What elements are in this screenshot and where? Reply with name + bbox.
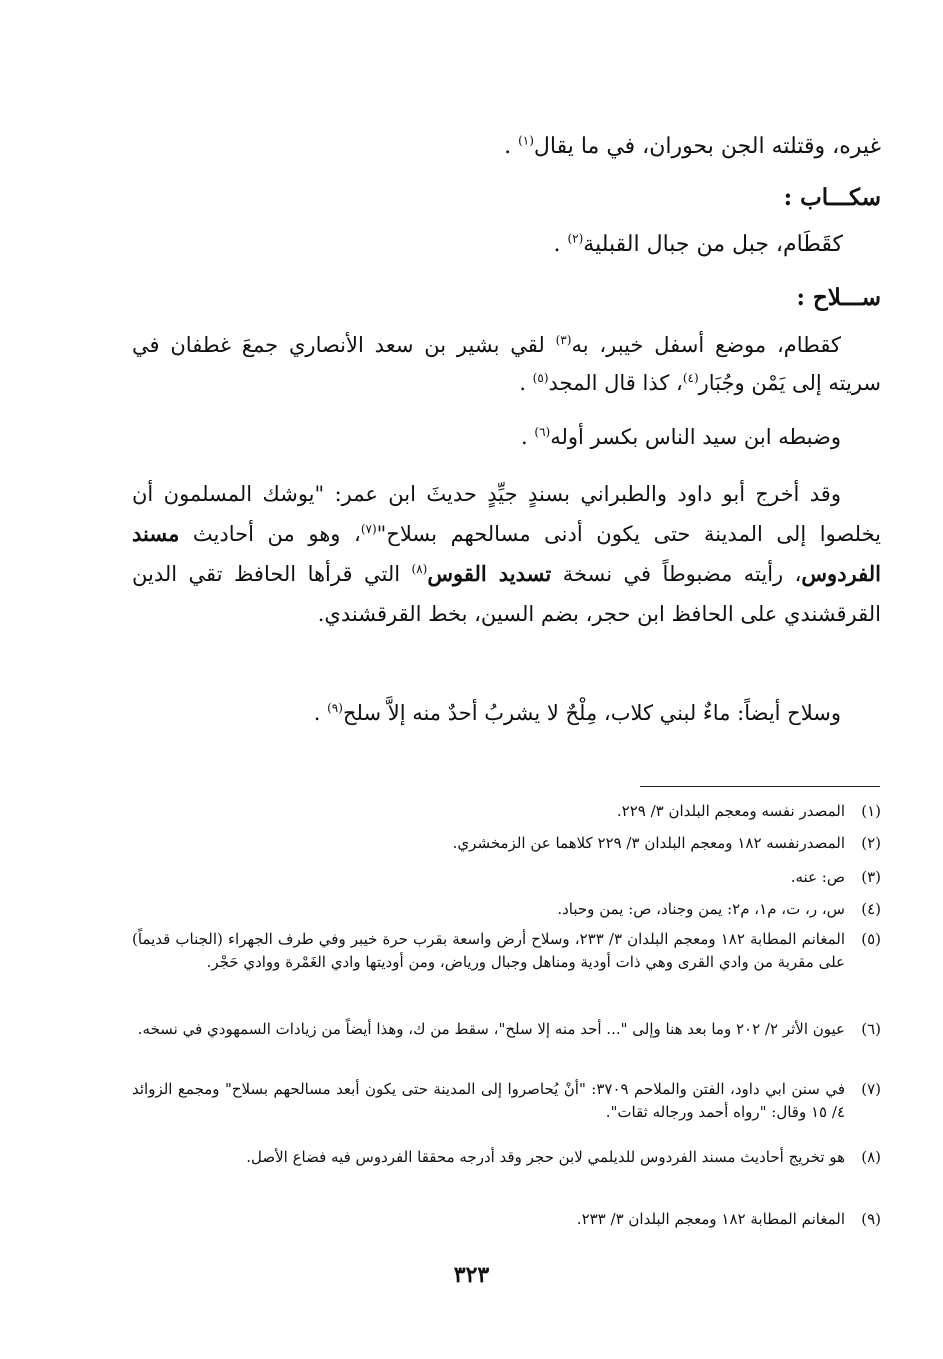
salah-paragraph-4: وسلاح أيضاً: ماءٌ لبني كلاب، مِلْحٌ لا يشربُ أحدٌ منه إلاَّ سلح$^{(٩)}$ . — [313, 701, 841, 725]
text: غيره، وقتلته الجن بحوران، في ما يقال — [533, 134, 881, 159]
text: ، وهو من أحاديث — [179, 522, 361, 546]
footnote-text: المغانم المطابة ١٨٢ ومعجم البلدان ٣/ ٢٣٣، وسلاح أرض واسعة بقرب حرة خيبر وفي طرف الجهراء (الجناب قديماً) على مقربة من وادي القرى وهي ذات أودية ومناهل وجبال ورياض، ومن أوديتها وادي الغَمْرة ووادي حَجْر. — [132, 930, 845, 971]
footnote-ref: (٥) — [532, 371, 549, 385]
book-title: مسند الفردوس — [132, 521, 881, 586]
footnote-text: المصدرنفسه ١٨٢ ومعجم البلدان ٣/ ٢٢٩ كلاهما عن الزمخشري. — [452, 834, 845, 852]
heading-sakab: سكـــاب : — [783, 184, 881, 211]
text: التي قرأها الحافظ تقي الدين القرقشندي على الحافظ ابن حجر، بضم السين، بخط القرقشندي. — [132, 562, 881, 626]
footnote-text: عيون الأثر ٢/ ٢٠٢ وما بعد هنا وإلى "... أحد منه إلا سلح"، سقط من ك، وهذا أيضاً من زيادات السمهودي في نسخه. — [137, 1020, 845, 1038]
text: كقطام، موضع أسفل خيبر، به — [571, 333, 841, 357]
footnote-number: (٧) — [861, 1080, 881, 1098]
footnote-8 — [132, 1146, 881, 1169]
text: وقد أخرج أبو داود والطبراني بسندٍ جيِّدٍ حديثَ ابن عمر: "يوشك المسلمون أن يخلصوا إلى المدينة حتى يكون أدنى مسالحهم بسلاح" — [132, 482, 881, 546]
footnote-text: في سنن ابي داود، الفتن والملاحم ٣٧٠٩: "أنْ يُحاصروا إلى المدينة حتى يكون أبعد مسالحهم بسلاح" ومجمع الزوائد ٤/ ١٥ وقال: "رواه أحمد ورجاله ثقات". — [132, 1080, 845, 1121]
footnote-3 — [132, 866, 881, 889]
footnote-ref: (١) — [518, 133, 534, 148]
footnote-ref: (٩) — [327, 701, 343, 715]
footnote-6 — [132, 1018, 881, 1041]
book-title: تسديد القوس — [427, 561, 552, 586]
footnote-ref: (٤) — [682, 371, 699, 385]
footnote-1 — [132, 800, 881, 823]
footnote-number: (٣) — [861, 868, 881, 886]
footnote-text: المصدر نفسه ومعجم البلدان ٣/ ٢٢٩. — [616, 802, 845, 820]
text: لقي بشير بن سعد الأنصاري جمعَ غطفان في سريته إلى يَمْن وجُبَار — [132, 333, 881, 395]
footnote-5 — [132, 928, 881, 974]
footnote-number: (١) — [861, 802, 881, 820]
text: ، كذا قال المجد — [548, 371, 683, 395]
salah-paragraph-3 — [132, 474, 881, 634]
text: وسلاح أيضاً: ماءٌ لبني كلاب، مِلْحٌ لا يشربُ أحدٌ منه إلاَّ سلح — [342, 701, 841, 725]
page-number: ٣٢٣ — [453, 1262, 490, 1288]
heading-salah: ســـلاح : — [796, 284, 881, 311]
salah-paragraph-2: وضبطه ابن سيد الناس بكسر أوله$^{(٦)}$ . — [521, 425, 841, 449]
footnote-number: (٦) — [861, 1020, 881, 1038]
footnote-2 — [132, 832, 881, 855]
footnote-number: (٤) — [861, 900, 881, 918]
footnote-ref: (٨) — [411, 562, 428, 576]
text: ، رأيته مضبوطاً في نسخة — [551, 562, 802, 586]
text: وضبطه ابن سيد الناس بكسر أوله — [550, 425, 841, 449]
footnote-text: ص: عنه. — [790, 868, 845, 886]
text-line-continuation: غيره، وقتلته الجن بحوران، في ما يقال$^{(١)}$ . — [504, 133, 881, 159]
salah-paragraph-1: كقطام، موضع أسفل خيبر، به$^{(٣)}$ لقي بشير بن سعد الأنصاري جمعَ غطفان في سريته إلى يَمْن وجُبَار$^{(٤)}$، كذا قال المجد$^{(٥)}$ . — [132, 333, 881, 395]
footnote-ref: (٦) — [534, 425, 551, 439]
footnote-4 — [132, 898, 881, 921]
footnote-number: (٥) — [861, 930, 881, 948]
footnote-number: (٨) — [861, 1148, 881, 1166]
footnote-text: المغانم المطابة ١٨٢ ومعجم البلدان ٣/ ٢٣٣. — [576, 1210, 845, 1228]
footnote-divider — [640, 786, 880, 787]
footnote-text: س، ر، ت، م١، م٢: يمن وجناد، ص: يمن وحباد. — [557, 900, 845, 918]
footnote-ref: (٣) — [555, 333, 572, 347]
text: كقَطَام، جبل من جبال القبلية — [583, 232, 843, 257]
footnote-9 — [132, 1208, 881, 1231]
footnote-ref: (٢) — [567, 231, 584, 246]
footnote-text: هو تخريج أحاديث مسند الفردوس للديلمي لابن حجر وقد أدرجه محققا الفردوس فيه فضاع الأصل. — [246, 1148, 845, 1166]
footnote-7 — [132, 1078, 881, 1124]
footnote-ref: (٧) — [360, 522, 377, 536]
footnote-number: (٢) — [861, 834, 881, 852]
sakab-entry: كقَطَام، جبل من جبال القبلية$^{(٢)}$ . — [553, 231, 843, 257]
footnote-number: (٩) — [861, 1210, 881, 1228]
